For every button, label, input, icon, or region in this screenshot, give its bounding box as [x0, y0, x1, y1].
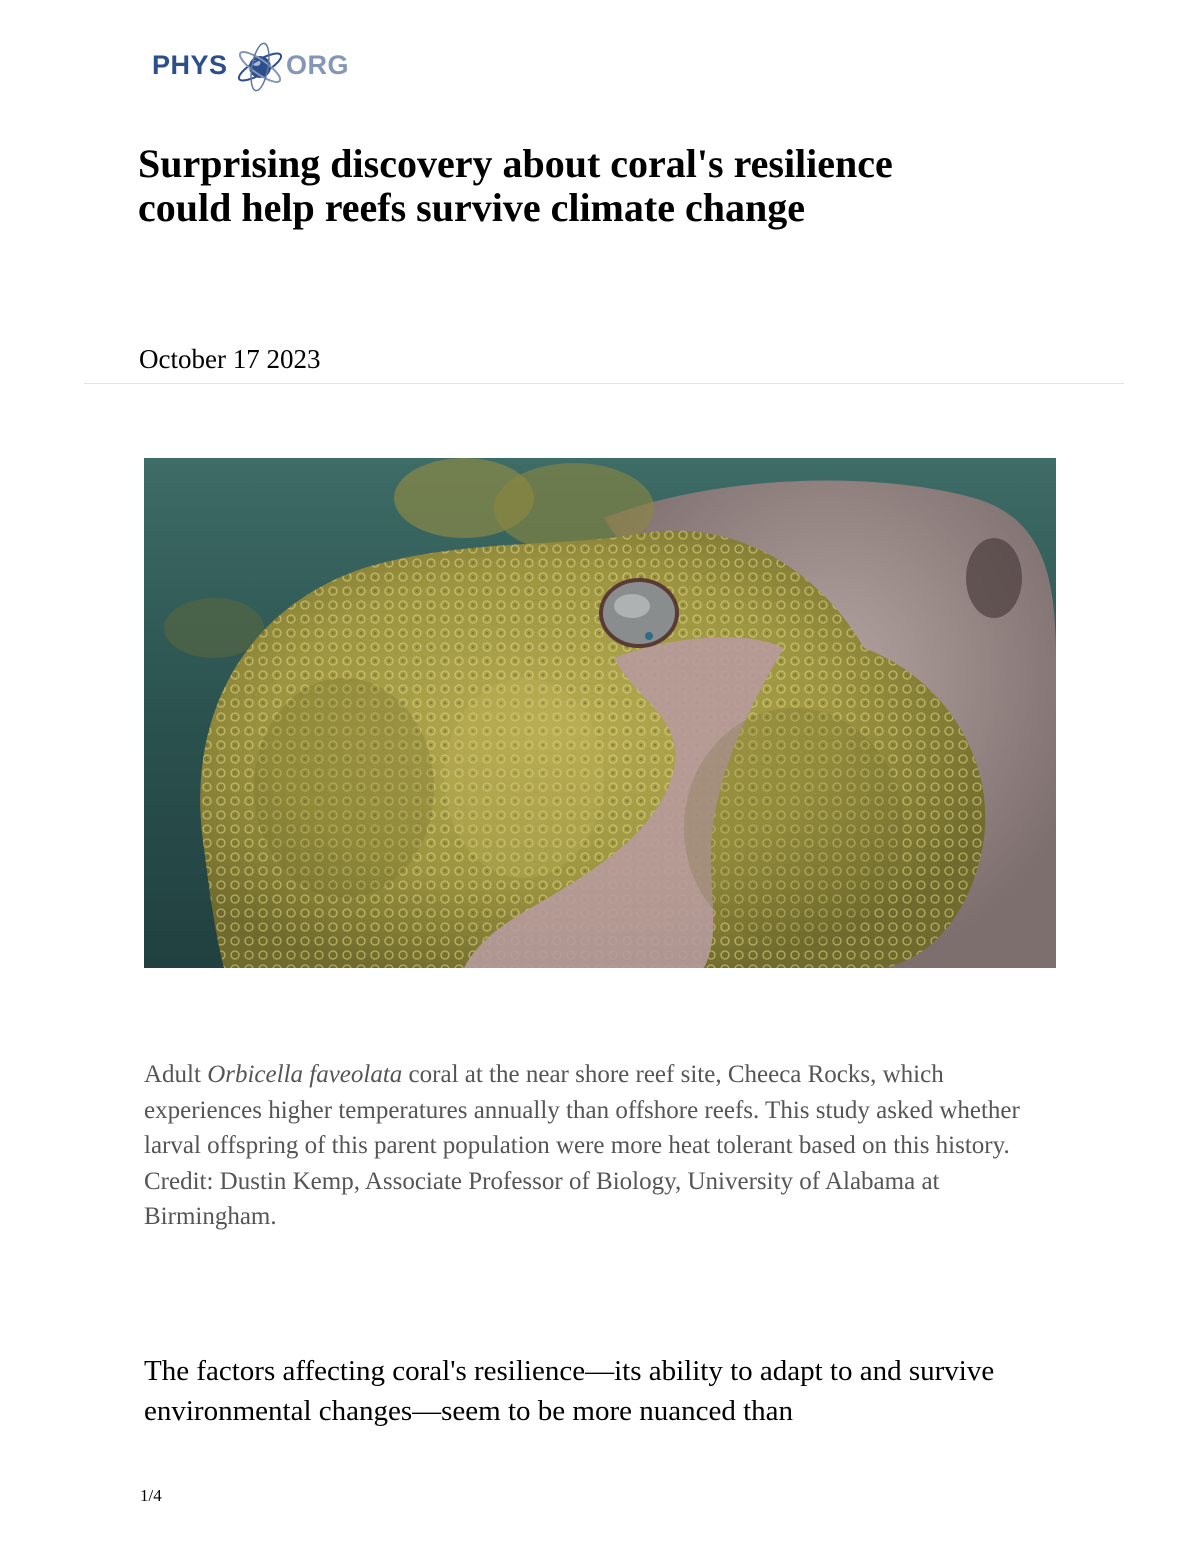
logo-text-phys: PHYS — [152, 50, 228, 80]
coral-photo — [144, 458, 1056, 968]
coral-photo-drawing — [144, 458, 1056, 968]
image-caption — [144, 1057, 1056, 1235]
article-title — [138, 142, 1098, 230]
caption-species: Orbicella faveolata — [207, 1061, 403, 1088]
article-title-line-2: could help reefs survive climate change — [138, 185, 805, 230]
logo-text-org: ORG — [286, 50, 350, 80]
page-number: 1/4 — [140, 1486, 162, 1505]
caption-prefix: Adult — [144, 1061, 208, 1088]
body-paragraph: The factors affecting coral's resilience—its ability to adapt to and survive environmental changes—seem to be more nuanced than — [144, 1355, 995, 1427]
article-date: October 17 2023 — [139, 344, 321, 374]
phys-org-logo[interactable] — [150, 38, 360, 94]
caption-text: coral at the near shore reef site, Cheeca Rocks, which experiences higher temperatures annually than offshore reefs. This study asked whether larval offspring of this parent population were more heat tolerant based on this history. Credit: Dustin Kemp, Associate Professor of Biology, University of Alabama at Birmingham. — [144, 1061, 1020, 1230]
header-divider — [84, 383, 1124, 384]
atom-globe-icon — [232, 38, 288, 94]
article-title-line-1: Surprising discovery about coral's resilience — [138, 141, 893, 186]
